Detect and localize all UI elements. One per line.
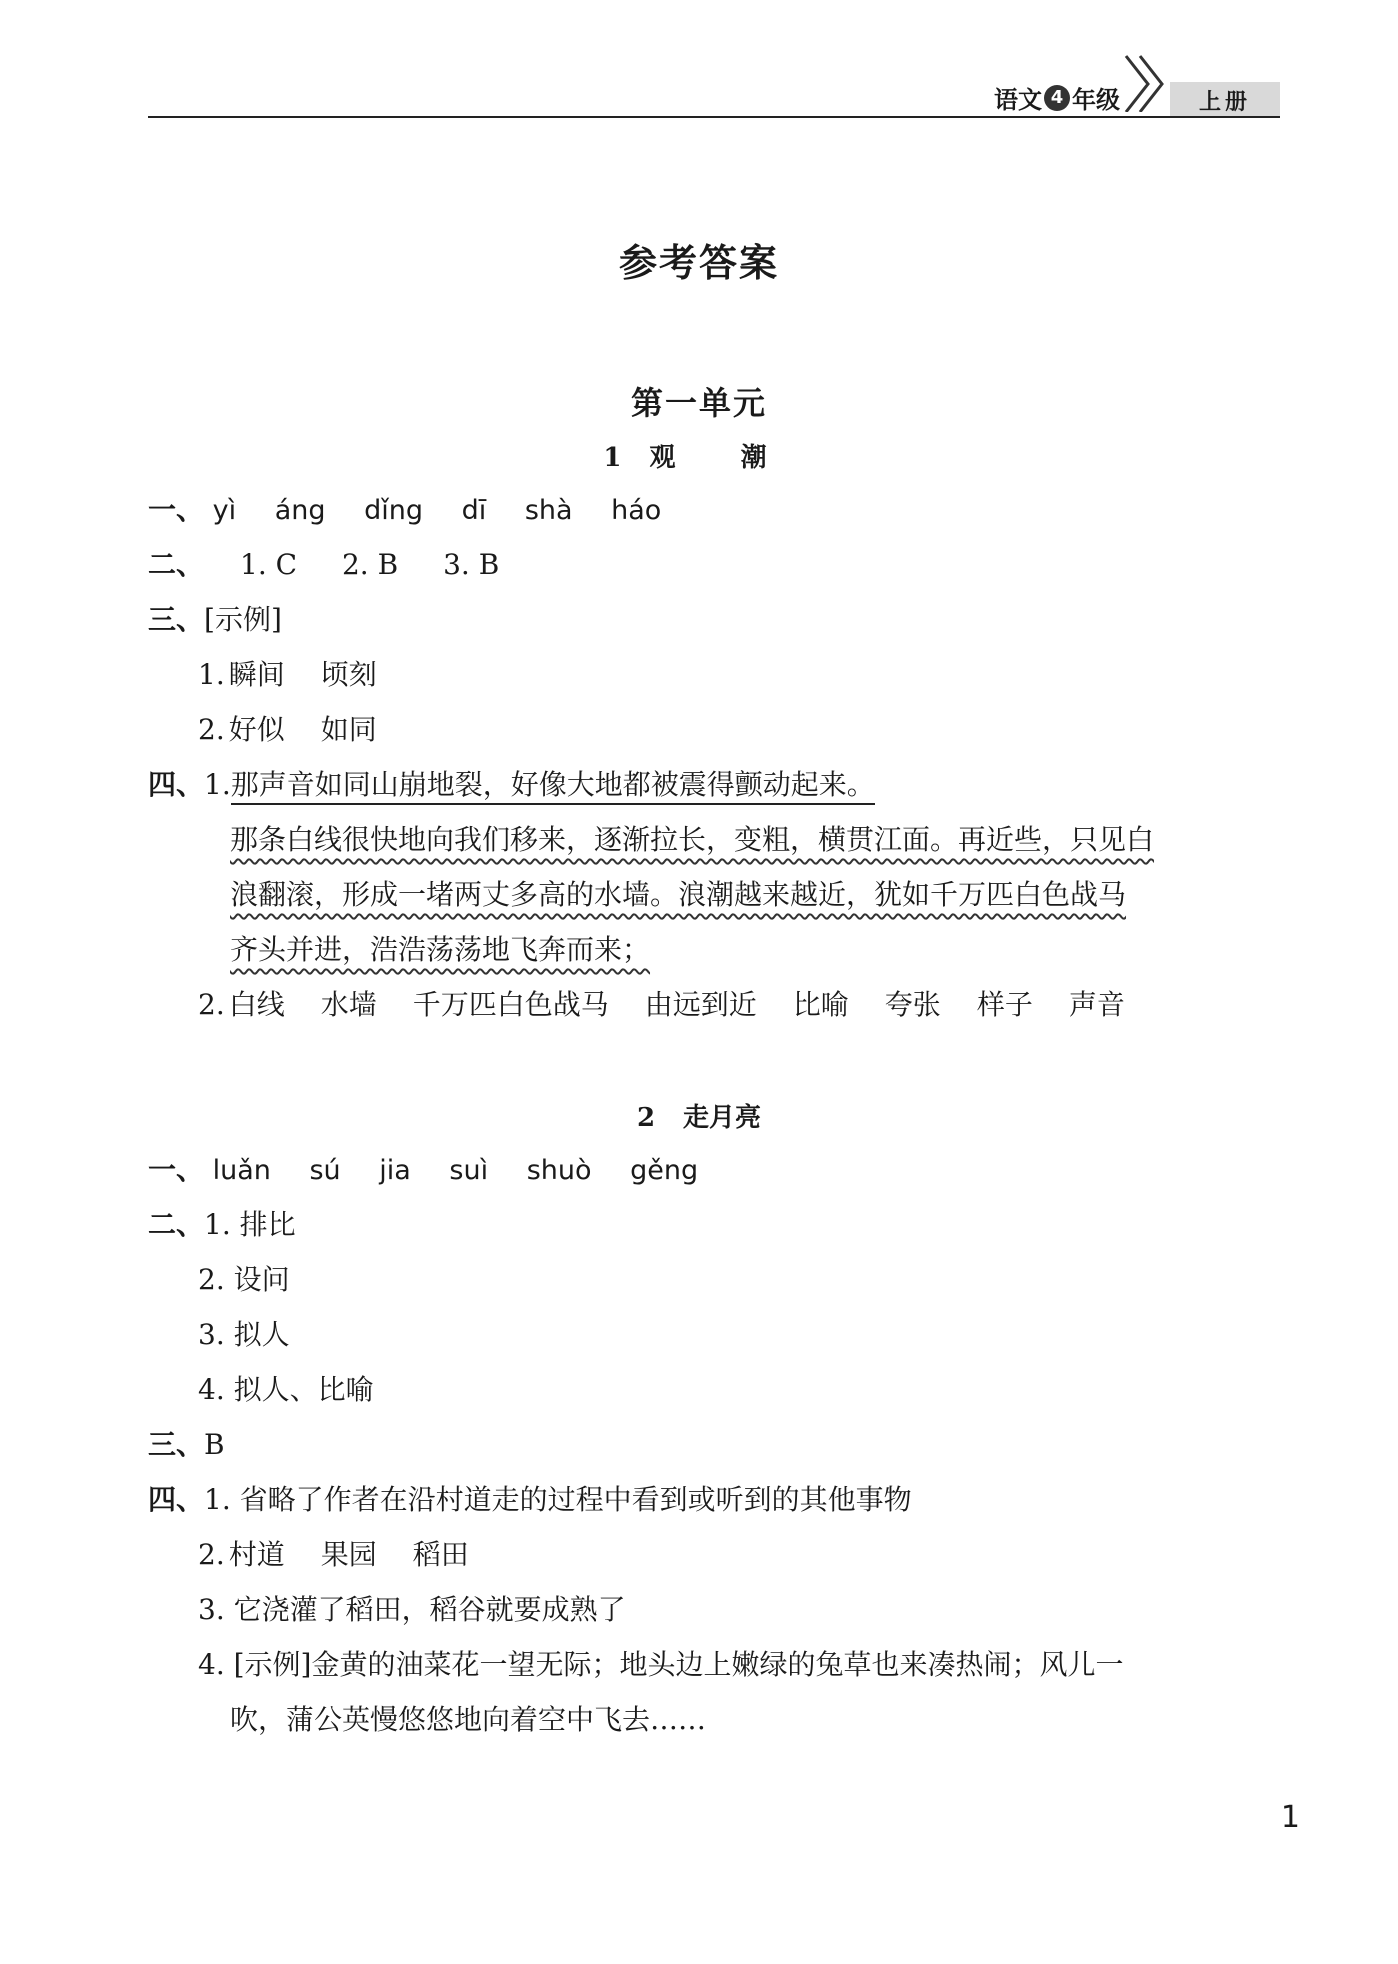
wavy-underlined-text: 那条白线很快地向我们移来，逐渐拉长，变粗，横贯江面。再近些，只见白 [230,823,1155,856]
lesson-name: 走月亮 [683,1103,762,1133]
lesson-2-title [0,1097,1398,1134]
answer: 排比 [239,1208,296,1241]
volume-tab: 上册 [1170,82,1280,118]
l2-q4-3 [198,1590,626,1630]
pinyin: suì [449,1155,489,1186]
item-number: 2. [198,1538,225,1571]
l1-q1 [148,490,691,531]
item-number: 4. [198,1648,225,1681]
word: 由远到近 [644,988,757,1021]
question-mark: 四、 [148,1483,205,1516]
item-number: 1. [204,768,231,801]
word: 水墙 [320,988,377,1021]
item-number: 3. [198,1593,225,1626]
wavy-line [230,930,650,970]
answer: 拟人、比喻 [233,1373,374,1406]
l2-q3 [148,1425,225,1465]
pinyin: luǎn [212,1155,271,1186]
page-number: 1 [1280,1800,1300,1835]
item-number: 1. [204,1483,231,1516]
word: 好似 [228,713,285,746]
question-mark: 三、 [148,1428,205,1461]
answer: 设问 [233,1263,290,1296]
word: 样子 [976,988,1033,1021]
item-number: 1. [198,658,225,691]
pinyin: dī [461,495,487,526]
wavy-line [230,820,1154,860]
answer: 1. C [240,548,298,581]
pinyin: háo [611,495,662,526]
l1-q3 [148,600,282,640]
question-mark: 一、 [148,493,205,526]
unit-title: 第一单元 [630,384,767,422]
item-number: 3. [198,1318,225,1351]
word: 白线 [228,988,285,1021]
answer: 拟人 [233,1318,290,1351]
underlined-sentence: 那声音如同山崩地裂，好像大地都被震得颤动起来。 [231,768,875,805]
l1-q3-item [198,710,413,750]
item-number: 2. [198,713,225,746]
header-rule [148,116,1280,118]
item-number: 1. [204,1208,231,1241]
l2-q1 [148,1150,728,1191]
pinyin: gěng [630,1155,699,1186]
lesson-number: 1 [603,443,622,473]
answer: [示例]金黄的油菜花一望无际；地头边上嫩绿的兔草也来凑热闹；风儿一 [233,1648,1124,1681]
l2-q4-4 [198,1645,1123,1685]
word: 如同 [320,713,377,746]
book-title [994,80,1120,115]
pinyin: yì [212,495,237,526]
pinyin: shuò [526,1155,592,1186]
word: 顷刻 [320,658,377,691]
word: 声音 [1068,988,1125,1021]
page-title: 参考答案 [618,241,779,285]
word: 村道 [228,1538,285,1571]
pinyin: sú [309,1155,341,1186]
word: 夸张 [884,988,941,1021]
wavy-underlined-text: 齐头并进，浩浩荡荡地飞奔而来； [230,933,651,966]
l1-q4-2 [198,985,1161,1025]
wavy-line [230,875,1126,915]
l2-q4-4-cont [230,1700,706,1740]
l1-q3-item [198,655,413,695]
answer: 省略了作者在沿村道走的过程中看到或听到的其他事物 [239,1483,912,1516]
word: 比喻 [792,988,849,1021]
item-number: 4. [198,1373,225,1406]
example-label: [示例] [204,603,282,636]
lesson-1-title [0,437,1398,474]
word: 稻田 [412,1538,469,1571]
question-mark: 二、 [148,1208,205,1241]
grade-number-badge: 4 [1044,85,1070,111]
grade-label: 年级 [1072,86,1120,114]
wavy-underlined-text: 浪翻滚，形成一堵两丈多高的水墙。浪潮越来越近，犹如千万匹白色战马 [230,878,1127,911]
lesson-name: 观 潮 [649,443,795,473]
word: 千万匹白色战马 [412,988,609,1021]
l1-q4-1 [148,765,875,805]
l2-q4-2 [198,1535,505,1575]
running-header [148,76,1280,118]
answer: 3. B [443,548,500,581]
l2-q4-1 [148,1480,912,1520]
lesson-number: 2 [636,1103,656,1133]
answer: B [204,1428,225,1461]
answer: 2. B [341,548,399,581]
question-mark: 三、 [148,603,205,636]
pinyin: dǐng [364,495,423,526]
pinyin: jia [379,1155,411,1186]
pinyin: áng [274,495,326,526]
subject-label: 语文 [994,86,1042,114]
l2-q2-item [198,1315,290,1355]
l1-q2 [148,545,535,585]
item-number: 2. [198,988,225,1021]
word: 果园 [320,1538,377,1571]
answer-continued: 吹，蒲公英慢悠悠地向着空中飞去…… [230,1703,707,1736]
pinyin: shà [524,495,573,526]
answer: 它浇灌了稻田，稻谷就要成熟了 [233,1593,626,1626]
word: 瞬间 [228,658,285,691]
question-mark: 一、 [148,1153,205,1186]
question-mark: 二、 [148,548,205,581]
double-chevron-icon [1120,52,1170,112]
l2-q2-item [198,1370,374,1410]
l2-q2-1 [148,1205,296,1245]
l2-q2-item [198,1260,290,1300]
question-mark: 四、 [148,768,205,801]
item-number: 2. [198,1263,225,1296]
